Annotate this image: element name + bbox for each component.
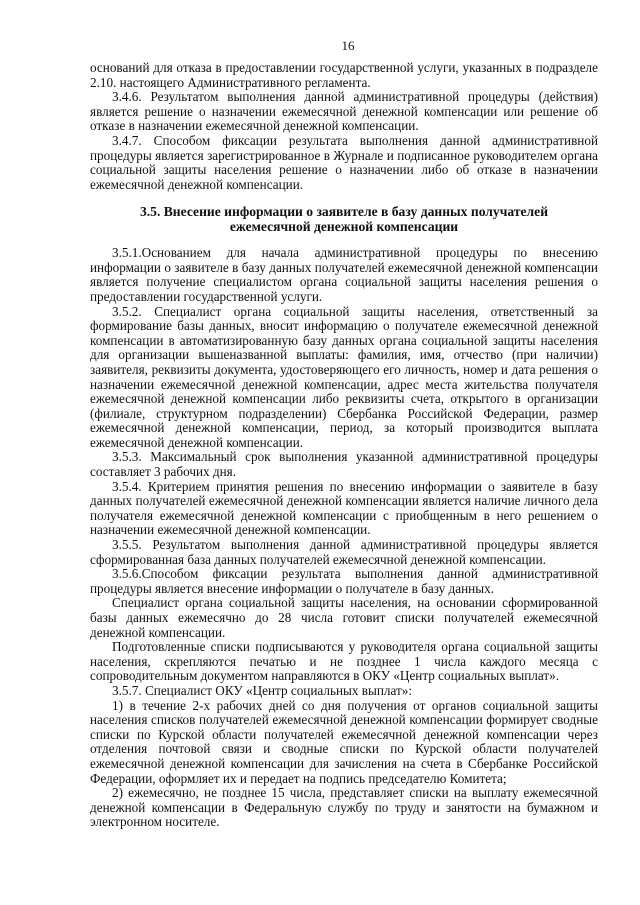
paragraph-continuation: оснований для отказа в предоставлении государственной услуги, указанных в подразделе 2.10. настоящего Административного регламента. <box>90 60 598 90</box>
paragraph-3-5-1: 3.5.1.Основанием для начала административной процедуры по внесению информации о заявителе в базу данных получателей ежемесячной денежной компенсации является получение специалистом органа социальной защиты населения решения о предоставлении государственной услуги. <box>90 245 598 304</box>
paragraph-prepared-lists: Подготовленные списки подписываются у руководителя органа социальной защиты населения, скрепляются печатью и не позднее 1 числа каждого месяца с сопроводительным документом направляются в ОКУ «Центр социальных выплат». <box>90 639 598 684</box>
paragraph-3-5-7: 3.5.7. Специалист ОКУ «Центр социальных выплат»: <box>112 682 413 698</box>
section-heading-3-5 <box>90 205 598 234</box>
paragraph-3-5-4: 3.5.4. Критерием принятия решения по внесению информации о заявителе в базу данных получателей ежемесячной денежной компенсации является наличие личного дела получателя ежемесячной денежной компенсации с приобщенным в него решением о назначении ежемесячной денежной компенсации. <box>90 478 598 538</box>
page-number: 16 <box>341 38 355 53</box>
paragraph-3-5-3: 3.5.3. Максимальный срок выполнения указанной административной процедуры составляет 3 рабочих дня. <box>90 449 598 480</box>
paragraph-3-5-2: 3.5.2. Специалист органа социальной защиты населения, ответственный за формирование базы данных, вносит информацию о получателе ежемесячной денежной компенсации в автоматизированную базу данных органа социальной защиты населения для организации вышеназванной выплаты: фамилия, имя, отчество (при наличии) заявителя, реквизиты документа, удостоверяющего его личность, номер и дата решения о назначении ежемесячной денежной компенсации, адрес места жительства получателя ежемесячной денежной компенсации либо реквизиты счета, открытого в организации (филиале, структурном подразделении) Сбербанка Российской Федерации, размер ежемесячной денежной компенсации, период, за который производится выплата ежемесячной денежной компенсации. <box>90 303 598 450</box>
section-heading-line2: ежемесячной денежной компенсации <box>229 218 459 234</box>
section-heading-line1: 3.5. Внесение информации о заявителе в базу данных получателей <box>139 204 549 220</box>
paragraph-3-4-7: 3.4.7. Способом фиксации результата выполнения данной административной процедуры является зарегистрированное в Журнале и подписанное руководителем органа социальной защиты населения решение о назначении либо об отказе в назначении ежемесячной денежной компенсации. <box>90 132 598 192</box>
paragraph-3-5-5: 3.5.5. Результатом выполнения данной административной процедуры является сформированная база данных получателей ежемесячной денежной компенсации. <box>90 537 598 567</box>
list-item-1: 1) в течение 2-х рабочих дней со дня получения от органов социальной защиты населения списков получателей ежемесячной денежной компенсации формирует сводные списки по Курской области получателей ежемесячной денежной компенсации через отделения почтовой связи и сводные списки по Курской области получателей ежемесячной денежной компенсации для зачисления на счета в Сбербанке Российской Федерации, оформляет их и передает на подпись председателю Комитета; <box>90 697 598 786</box>
list-item-2: 2) ежемесячно, не позднее 15 числа, представляет списки на выплату ежемесячной денежной компенсации в Федеральную службу по труду и занятости на бумажном и электронном носителе. <box>90 785 598 830</box>
paragraph-3-5-6: 3.5.6.Способом фиксации результата выполнения данной административной процедуры является внесение информации о получателе в базу данных. <box>90 566 598 596</box>
paragraph-specialist: Специалист органа социальной защиты населения, на основании сформированной базы данных ежемесячно до 28 числа готовит списки получателей ежемесячной денежной компенсации. <box>90 595 598 640</box>
paragraph-3-4-6: 3.4.6. Результатом выполнения данной административной процедуры (действия) является решение о назначении ежемесячной денежной компенсации или решение об отказе в назначении ежемесячной денежной компенсации. <box>90 89 598 134</box>
